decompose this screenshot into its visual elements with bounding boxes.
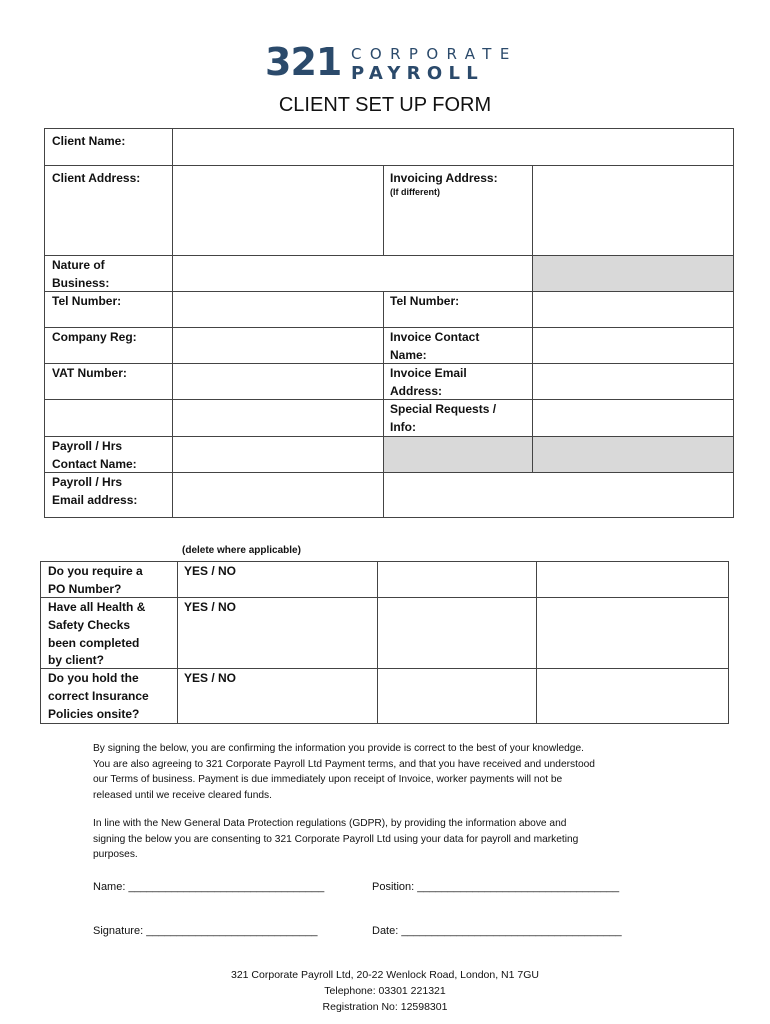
nature-of-business-field[interactable]: [172, 255, 533, 292]
q3-field-a[interactable]: [377, 668, 537, 724]
nature-label-line2: Business:: [52, 276, 110, 290]
special-requests-label-cell: [383, 399, 533, 437]
nature-label-cell: [44, 255, 173, 292]
q2-line1: Have all Health &: [48, 600, 146, 614]
nature-label-line1: Nature of: [52, 258, 105, 272]
q3-line3: Policies onsite?: [48, 707, 140, 721]
logo-line-corporate: CORPORATE: [351, 45, 518, 63]
payroll-email-extra-field[interactable]: [383, 472, 734, 518]
client-name-field[interactable]: [172, 128, 734, 166]
delete-applicable-note: (delete where applicable): [182, 545, 301, 556]
q1-answer-cell[interactable]: [177, 561, 378, 598]
q1-label-cell: [40, 561, 178, 598]
special-requests-label-line1: Special Requests /: [390, 402, 497, 416]
q1-line2: PO Number?: [48, 582, 122, 596]
footer-address: 321 Corporate Payroll Ltd, 20-22 Wenlock Road, London, N1 7GU: [231, 969, 539, 981]
signature-line[interactable]: Signature: ____________________________: [93, 925, 318, 937]
q2-yes-no: YES / NO: [184, 600, 237, 614]
shaded-cell: [383, 436, 533, 473]
company-reg-label-cell: [44, 327, 173, 364]
q2-line4: by client?: [48, 653, 105, 667]
payroll-email-label-line1: Payroll / Hrs: [52, 475, 123, 489]
q1-field-b[interactable]: [536, 561, 729, 598]
form-title: CLIENT SET UP FORM: [278, 94, 492, 116]
q3-line2: correct Insurance: [48, 689, 149, 703]
payroll-contact-label-line1: Payroll / Hrs: [52, 439, 123, 453]
q1-line1: Do you require a: [48, 564, 143, 578]
q2-answer-cell[interactable]: [177, 597, 378, 669]
name-line[interactable]: Name: ________________________________: [93, 881, 325, 893]
gdpr-line: signing the below you are consenting to 321 Corporate Payroll Ltd using your data for payroll and marketing: [93, 833, 579, 845]
q3-answer-cell[interactable]: [177, 668, 378, 724]
gdpr-paragraph: [93, 816, 693, 863]
tel-left-label-cell: [44, 291, 173, 328]
company-logo: [265, 40, 525, 84]
q3-field-b[interactable]: [536, 668, 729, 724]
terms-line: our Terms of business. Payment is due immediately upon receipt of Invoice, worker payments will not be: [93, 774, 563, 785]
q2-line2: Safety Checks: [48, 618, 131, 632]
client-address-label: Client Address:: [52, 171, 141, 185]
client-address-field[interactable]: [172, 165, 384, 256]
vat-label-cell: [44, 363, 173, 400]
invoicing-address-label-cell: [383, 165, 533, 256]
blank-label-cell: [44, 399, 173, 437]
q3-label-cell: [40, 668, 178, 724]
blank-field[interactable]: [172, 399, 384, 437]
invoice-email-label-line2: Address:: [390, 384, 443, 398]
if-different-note: (If different): [390, 187, 440, 197]
footer-telephone: Telephone: 03301 221321: [324, 985, 446, 997]
shaded-cell: [532, 255, 734, 292]
vat-label: VAT Number:: [52, 366, 127, 380]
payroll-contact-field[interactable]: [172, 436, 384, 473]
payroll-email-label-cell: [44, 472, 173, 518]
terms-line: You are also agreeing to 321 Corporate Payroll Ltd Payment terms, and that you have received and understood: [93, 758, 595, 770]
client-address-label-cell: [44, 165, 173, 256]
invoice-email-label-line1: Invoice Email: [390, 366, 467, 380]
tel-left-label: Tel Number:: [52, 294, 122, 308]
footer-registration: Registration No: 12598301: [322, 1001, 448, 1013]
q1-yes-no: YES / NO: [184, 564, 237, 578]
client-name-label: Client Name:: [52, 134, 126, 148]
payroll-email-label-line2: Email address:: [52, 493, 138, 507]
position-line[interactable]: Position: _________________________________: [372, 881, 620, 893]
q3-yes-no: YES / NO: [184, 671, 237, 685]
invoice-contact-field[interactable]: [532, 327, 734, 364]
invoice-email-label-cell: [383, 363, 533, 400]
gdpr-line: In line with the New General Data Protection regulations (GDPR), by providing the information above and: [93, 818, 567, 829]
gdpr-line: purposes.: [93, 849, 138, 860]
q3-line1: Do you hold the: [48, 671, 139, 685]
invoice-email-field[interactable]: [532, 363, 734, 400]
q2-line3: been completed: [48, 636, 140, 650]
q2-label-cell: [40, 597, 178, 669]
tel-right-label: Tel Number:: [390, 294, 460, 308]
tel-right-field[interactable]: [532, 291, 734, 328]
payroll-contact-label-cell: [44, 436, 173, 473]
vat-field[interactable]: [172, 363, 384, 400]
company-reg-label: Company Reg:: [52, 330, 137, 344]
payroll-contact-label-line2: Contact Name:: [52, 457, 137, 471]
special-requests-label-line2: Info:: [390, 420, 416, 434]
q2-field-a[interactable]: [377, 597, 537, 669]
invoice-contact-label-line1: Invoice Contact: [390, 330, 480, 344]
q1-field-a[interactable]: [377, 561, 537, 598]
terms-line: By signing the below, you are confirming the information you provide is correct to the best of your knowledge.: [93, 743, 584, 754]
invoice-contact-label-line2: Name:: [390, 348, 427, 362]
invoicing-address-label: Invoicing Address:: [390, 171, 498, 185]
invoice-contact-label-cell: [383, 327, 533, 364]
invoicing-address-field[interactable]: [532, 165, 734, 256]
q2-field-b[interactable]: [536, 597, 729, 669]
shaded-cell: [532, 436, 734, 473]
date-line[interactable]: Date: ____________________________________: [372, 925, 622, 937]
logo-line-payroll: PAYROLL: [351, 63, 484, 84]
tel-left-field[interactable]: [172, 291, 384, 328]
terms-line: released until we receive cleared funds.: [93, 789, 272, 801]
company-reg-field[interactable]: [172, 327, 384, 364]
client-name-label-cell: [44, 128, 173, 166]
payroll-email-field[interactable]: [172, 472, 384, 518]
special-requests-field[interactable]: [532, 399, 734, 437]
tel-right-label-cell: [383, 291, 533, 328]
terms-paragraph: [93, 741, 693, 803]
logo-number: 321: [265, 40, 342, 84]
